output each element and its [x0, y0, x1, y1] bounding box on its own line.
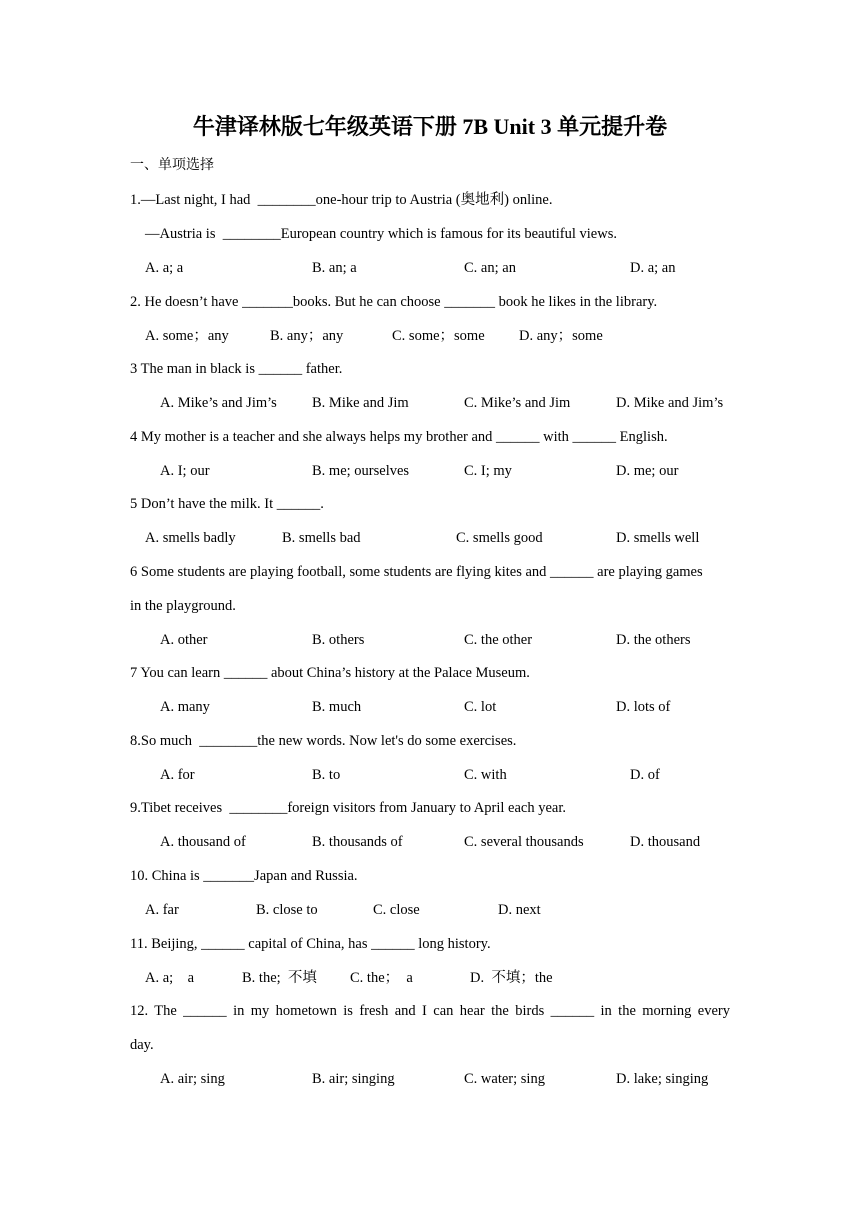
question-5-stem: 5 Don’t have the milk. It ______. — [130, 496, 324, 512]
question-8-stem: 8.So much ________the new words. Now let's do some exercises. — [130, 733, 517, 749]
q9-option-b: B. thousands of — [312, 834, 403, 850]
q8-option-c: C. with — [464, 767, 507, 783]
q7-option-d: D. lots of — [616, 699, 671, 715]
q3-option-b: B. Mike and Jim — [312, 395, 409, 411]
question-1-stem-continued: —Austria is ________European country which is famous for its beautiful views. — [145, 226, 617, 242]
question-11-stem: 11. Beijing, ______ capital of China, has ______ long history. — [130, 936, 491, 952]
q1-option-b: B. an; a — [312, 260, 357, 276]
q6-option-a: A. other — [160, 632, 208, 648]
section-heading: 一、单项选择 — [130, 158, 214, 173]
q8-option-a: A. for — [160, 767, 195, 783]
q7-option-b: B. much — [312, 699, 362, 715]
q2-option-c: C. some；some — [392, 328, 485, 344]
q1-option-a: A. a; a — [145, 260, 184, 276]
question-3-stem: 3 The man in black is ______ father. — [130, 361, 343, 377]
q4-option-b: B. me; ourselves — [312, 463, 410, 479]
question-10-stem: 10. China is _______Japan and Russia. — [130, 868, 358, 884]
q3-option-c: C. Mike’s and Jim — [464, 395, 571, 411]
question-1-stem: 1.—Last night, I had ________one-hour trip to Austria (奥地利) online. — [130, 192, 553, 208]
q4-option-d: D. me; our — [616, 463, 679, 479]
question-4-stem: 4 My mother is a teacher and she always helps my brother and ______ with ______ English. — [130, 429, 668, 445]
q7-option-a: A. many — [160, 699, 210, 715]
q10-option-c: C. close — [373, 902, 420, 918]
question-12-stem-continued: day. — [130, 1037, 154, 1053]
q9-option-c: C. several thousands — [464, 834, 584, 850]
q10-option-b: B. close to — [256, 902, 318, 918]
q1-option-d: D. a; an — [630, 260, 676, 276]
question-2-stem: 2. He doesn’t have _______books. But he can choose _______ book he likes in the library. — [130, 294, 658, 310]
q12-option-c: C. water; sing — [464, 1071, 545, 1087]
q4-option-a: A. I; our — [160, 463, 210, 479]
question-6-stem: 6 Some students are playing football, some students are flying kites and ______ are playing games — [130, 564, 703, 580]
q5-option-d: D. smells well — [616, 530, 700, 546]
q5-option-b: B. smells bad — [282, 530, 361, 546]
q6-option-d: D. the others — [616, 632, 691, 648]
document-title: 牛津译林版七年级英语下册 7B Unit 3 单元提升卷 — [192, 114, 668, 139]
q8-option-d: D. of — [630, 767, 660, 783]
q10-option-a: A. far — [145, 902, 179, 918]
q11-option-d: D. 不填；the — [470, 970, 553, 986]
question-9-stem: 9.Tibet receives ________foreign visitors from January to April each year. — [130, 800, 566, 816]
q6-option-b: B. others — [312, 632, 365, 648]
q11-option-b: B. the; 不填 — [242, 970, 317, 986]
q2-option-b: B. any；any — [270, 328, 344, 344]
question-7-stem: 7 You can learn ______ about China’s history at the Palace Museum. — [130, 665, 530, 681]
q6-option-c: C. the other — [464, 632, 533, 648]
q5-option-a: A. smells badly — [145, 530, 236, 546]
q2-option-a: A. some；any — [145, 328, 229, 344]
q1-option-c: C. an; an — [464, 260, 516, 276]
q4-option-c: C. I; my — [464, 463, 512, 479]
q9-option-a: A. thousand of — [160, 834, 246, 850]
q10-option-d: D. next — [498, 902, 541, 918]
q8-option-b: B. to — [312, 767, 341, 783]
q3-option-a: A. Mike’s and Jim’s — [160, 395, 277, 411]
q11-option-c: C. the； a — [350, 970, 413, 986]
q12-option-b: B. air; singing — [312, 1071, 395, 1087]
q7-option-c: C. lot — [464, 699, 497, 715]
q12-option-d: D. lake; singing — [616, 1071, 709, 1087]
q11-option-a: A. a; a — [145, 970, 195, 986]
q3-option-d: D. Mike and Jim’s — [616, 395, 724, 411]
question-6-stem-continued: in the playground. — [130, 598, 236, 614]
q5-option-c: C. smells good — [456, 530, 543, 546]
q9-option-d: D. thousand — [630, 834, 701, 850]
question-12-stem: 12. The ______ in my hometown is fresh and I can hear the birds ______ in the morning every — [130, 1003, 730, 1019]
q2-option-d: D. any；some — [519, 328, 603, 344]
q12-option-a: A. air; sing — [160, 1071, 225, 1087]
